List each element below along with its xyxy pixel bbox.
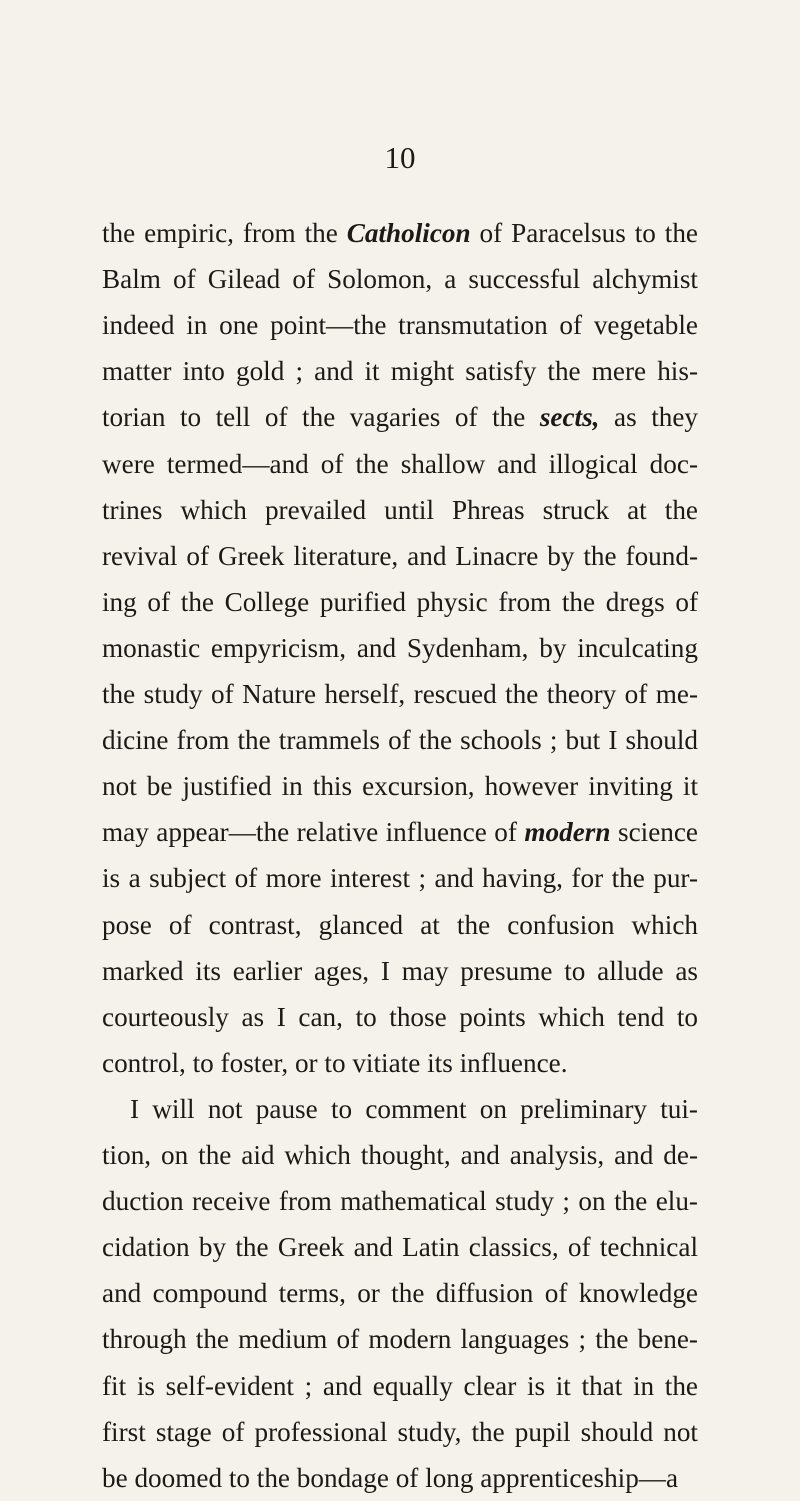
text-line: cidation by the Greek and Latin classics, of technical bbox=[102, 1232, 698, 1262]
text-line: tion, on the aid which thought, and analysis, and de- bbox=[102, 1140, 698, 1170]
text-line: control, to foster, or to vitiate its influence. bbox=[102, 1048, 568, 1078]
text-line: monastic empyricism, and Sydenham, by inculcating bbox=[102, 633, 698, 663]
text-line: I will not pause to comment on preliminary tui- bbox=[130, 1094, 698, 1124]
text-line: pose of contrast, glanced at the confusion which bbox=[102, 910, 698, 940]
text-line: fit is self-evident ; and equally clear is it that in the bbox=[102, 1371, 698, 1401]
italic-term: sects, bbox=[539, 402, 600, 432]
text-line: marked its earlier ages, I may presume to allude as bbox=[102, 956, 698, 986]
text-line: trines which prevailed until Phreas struck at the bbox=[102, 495, 698, 525]
text-line: duction receive from mathematical study ; on the elu- bbox=[102, 1186, 698, 1216]
italic-term: Catholicon bbox=[346, 218, 471, 248]
text-line: not be justified in this excursion, however inviting it bbox=[102, 771, 698, 801]
text-line: may appear—the relative influence of modern science bbox=[102, 817, 699, 847]
text-line: through the medium of modern languages ; the bene- bbox=[102, 1324, 698, 1354]
text-line: revival of Greek literature, and Linacre by the found- bbox=[102, 541, 698, 571]
text-line: matter into gold ; and it might satisfy the mere his- bbox=[102, 356, 698, 386]
text-line: dicine from the trammels of the schools ; but I should bbox=[102, 725, 698, 755]
text-line: and compound terms, or the diffusion of knowledge bbox=[102, 1278, 698, 1308]
text-line: were termed—and of the shallow and illogical doc- bbox=[102, 449, 698, 479]
text-line: is a subject of more interest ; and having, for the pur- bbox=[102, 863, 698, 893]
text-line: first stage of professional study, the pupil should not bbox=[102, 1417, 698, 1447]
text-line: indeed in one point—the transmutation of vegetable bbox=[102, 310, 698, 340]
text-line: ing of the College purified physic from the dregs of bbox=[102, 587, 698, 617]
italic-term: modern bbox=[524, 817, 611, 847]
text-line: torian to tell of the vagaries of the sects, as they bbox=[102, 402, 698, 432]
text-line: the empiric, from the Catholicon of Paracelsus to the bbox=[102, 218, 698, 248]
text-line: be doomed to the bondage of long apprenticeship—a bbox=[102, 1463, 679, 1493]
text-line: courteously as I can, to those points which tend to bbox=[102, 1002, 698, 1032]
text-line: Balm of Gilead of Solomon, a successful alchymist bbox=[102, 264, 698, 294]
text-line: the study of Nature herself, rescued the theory of me- bbox=[102, 679, 698, 709]
page-number: 10 bbox=[384, 140, 416, 175]
